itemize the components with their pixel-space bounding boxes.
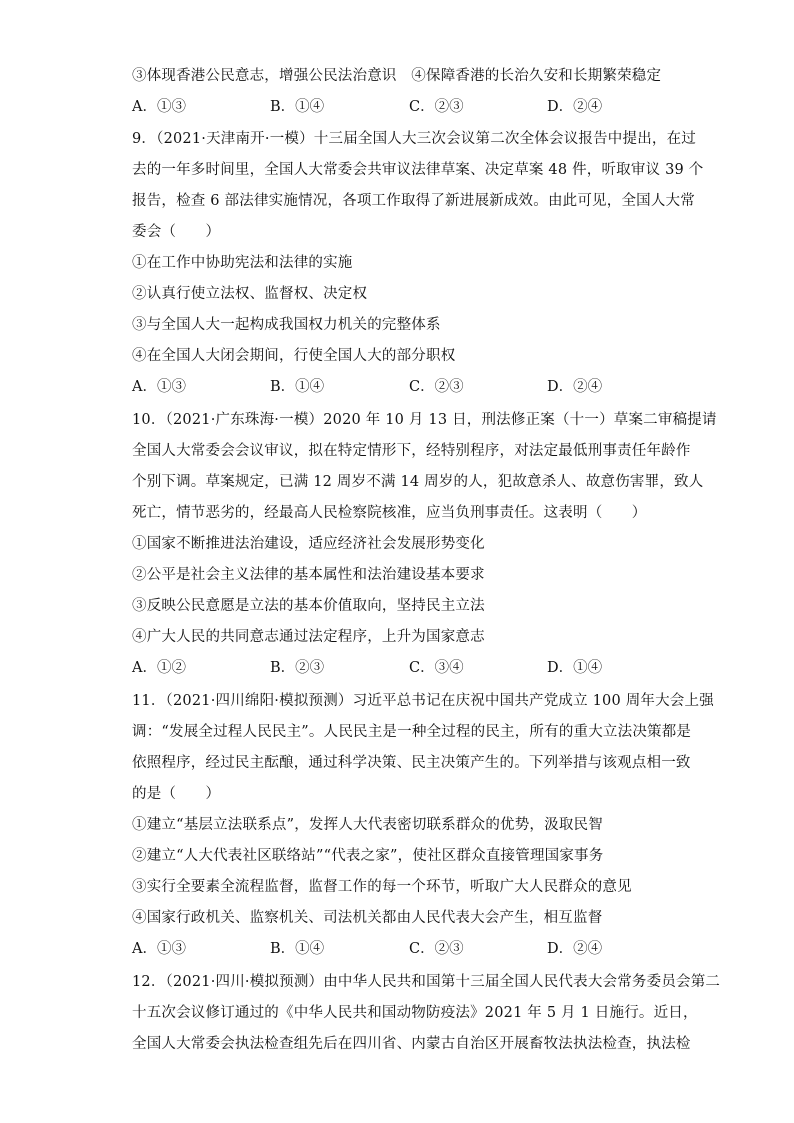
option-b: B．①④ xyxy=(270,379,325,395)
q11-statement-1: ①建立“基层立法联系点”，发挥人大代表密切联系群众的优势，汲取民智 xyxy=(132,817,603,833)
option-a: A．①③ xyxy=(132,379,186,395)
q9-options-row xyxy=(132,377,672,397)
q10-stem-line-3: 个别下调。草案规定，已满 12 周岁不满 14 周岁的人，犯故意杀人、故意伤害罪，致人 xyxy=(132,474,704,490)
q11-stem-line-3: 依照程序，经过民主酝酿，通过科学决策、民主决策产生的。下列举措与该观点相一致 xyxy=(132,755,691,771)
q10-stem-line-4: 死亡，情节恶劣的，经最高人民检察院核准，应当负刑事责任。这表明（ ） xyxy=(132,505,647,521)
prev-options-row xyxy=(132,97,672,117)
q10-stem-line-2: 全国人大常委会会议审议，拟在特定情形下，经特别程序，对法定最低刑事责任年龄作 xyxy=(132,443,691,459)
q11-statement-2: ②建立“人大代表社区联络站”“代表之家”，使社区群众直接管理国家事务 xyxy=(132,848,604,864)
q11-statement-4: ④国家行政机关、监察机关、司法机关都由人民代表大会产生，相互监督 xyxy=(132,910,603,926)
q10-statement-4: ④广大人民的共同意志通过法定程序，上升为国家意志 xyxy=(132,629,485,645)
q12-stem-line-1: 12．（2021·四川·模拟预测）由中华人民共和国第十三届全国人民代表大会常务委员会第二 xyxy=(132,974,721,990)
q11-options-row xyxy=(132,939,672,959)
option-a: A．①② xyxy=(132,660,186,676)
q10-statement-3: ③反映公民意愿是立法的基本价值取向，坚持民主立法 xyxy=(132,598,485,614)
q9-stem-line-4: 委会（ ） xyxy=(132,224,221,240)
option-d: D．②④ xyxy=(547,379,603,395)
option-c: C．②③ xyxy=(409,99,464,115)
option-c: C．②③ xyxy=(409,379,464,395)
q9-statement-1: ①在工作中协助宪法和法律的实施 xyxy=(132,255,353,271)
option-c: C．③④ xyxy=(409,660,464,676)
q9-stem-line-2: 去的一年多时间里，全国人大常委会共审议法律草案、决定草案 48 件，听取审议 39 个 xyxy=(132,162,704,178)
option-b: B．②③ xyxy=(270,660,325,676)
option-d: D．②④ xyxy=(547,941,603,957)
option-a: A．①③ xyxy=(132,941,186,957)
option-c: C．②③ xyxy=(409,941,464,957)
q9-statement-2: ②认真行使立法权、监督权、决定权 xyxy=(132,286,368,302)
q9-stem-line-3: 报告，检查 6 部法律实施情况，各项工作取得了新进展新成效。由此可见，全国人大常 xyxy=(132,193,695,209)
q10-stem-line-1: 10．（2021·广东珠海·一模）2020 年 10 月 13 日，刑法修正案（十一）草案二审稿提请 xyxy=(132,412,717,428)
q12-stem-line-3: 全国人大常委会执法检查组先后在四川省、内蒙古自治区开展畜牧法执法检查，执法检 xyxy=(132,1036,691,1052)
q10-statement-1: ①国家不断推进法治建设，适应经济社会发展形势变化 xyxy=(132,536,485,552)
q10-options-row xyxy=(132,658,672,678)
option-a: A．①③ xyxy=(132,99,186,115)
option-d: D．②④ xyxy=(547,99,603,115)
option-b: B．①④ xyxy=(270,99,325,115)
q11-stem-line-4: 的是（ ） xyxy=(132,786,221,802)
q9-statement-3: ③与全国人大一起构成我国权力机关的完整体系 xyxy=(132,317,441,333)
option-d: D．①④ xyxy=(547,660,603,676)
prev-statement-3-4: ③体现香港公民意志，增强公民法治意识 ④保障香港的长治久安和长期繁荣稳定 xyxy=(132,68,662,84)
q11-stem-line-1: 11．（2021·四川绵阳·模拟预测）习近平总书记在庆祝中国共产党成立 100 周年大会上强 xyxy=(132,693,714,709)
option-b: B．①④ xyxy=(270,941,325,957)
q9-statement-4: ④在全国人大闭会期间，行使全国人大的部分职权 xyxy=(132,348,456,364)
q11-stem-line-2: 调：“发展全过程人民民主”。人民民主是一种全过程的民主，所有的重大立法决策都是 xyxy=(132,724,692,740)
q10-statement-2: ②公平是社会主义法律的基本属性和法治建设基本要求 xyxy=(132,567,485,583)
q9-stem-line-1: 9．（2021·天津南开·一模）十三届全国人大三次会议第二次全体会议报告中提出，在过 xyxy=(132,131,696,147)
q11-statement-3: ③实行全要素全流程监督，监督工作的每一个环节，听取广大人民群众的意见 xyxy=(132,879,632,895)
q12-stem-line-2: 十五次会议修订通过的《中华人民共和国动物防疫法》2021 年 5 月 1 日施行。近日， xyxy=(132,1005,698,1021)
